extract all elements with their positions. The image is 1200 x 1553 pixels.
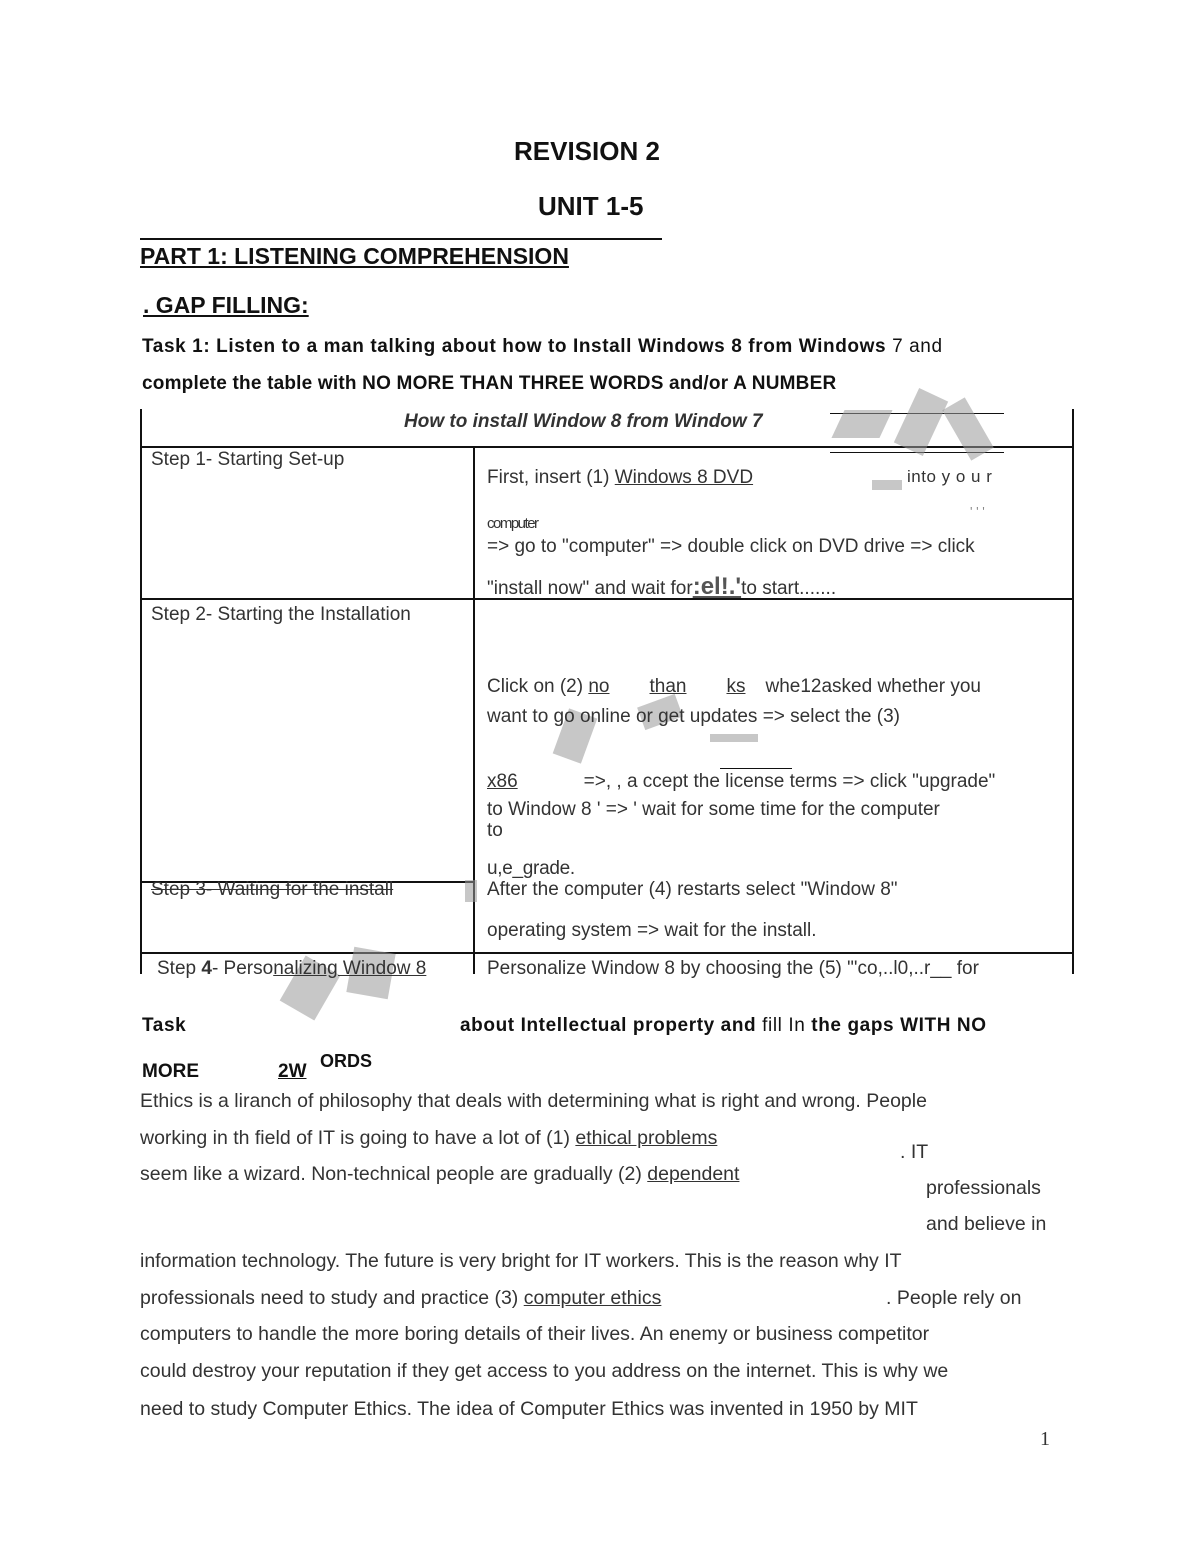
step4-label-pre: Step: [157, 958, 202, 979]
passage-line3-pre: seem like a wizard. Non-technical people are gradually (2): [140, 1163, 648, 1185]
heading-rule: [140, 238, 662, 240]
step4-number: 4: [201, 958, 212, 979]
passage-side-professionals: professionals: [926, 1177, 1041, 1199]
task1-instructions-line1: [142, 336, 943, 358]
task2-mid: fill In: [756, 1015, 812, 1036]
answer-3: x86: [487, 771, 518, 792]
passage-line6: computers to handle the more boring details of their lives. An enemy or business competitor: [140, 1323, 930, 1345]
part1-heading: PART 1: LISTENING COMPREHENSION: [140, 243, 569, 269]
step3-line2: operating system => wait for the install.: [487, 920, 817, 941]
table-caption: How to install Window 8 from Window 7: [404, 411, 763, 432]
passage-line1: Ethics is a liranch of philosophy that deals with determining what is right and wrong. People: [140, 1090, 927, 1112]
step2-line1-post: whe12asked whether you: [765, 676, 981, 697]
step2-line2: want to go online or get updates => select the (3): [487, 706, 900, 727]
step1-line3: => go to "computer" => double click on DVD drive => click: [487, 536, 975, 557]
document-title: REVISION 2: [514, 136, 660, 166]
step2-line5: to: [487, 820, 503, 841]
task2-bold1: about Intellectual property and: [460, 1015, 757, 1036]
passage-side-believe: and believe in: [926, 1213, 1047, 1235]
step3-line1: After the computer (4) restarts select "Window 8": [487, 879, 898, 900]
passage-line2: [140, 1127, 717, 1150]
answer-2a: no: [588, 676, 610, 697]
step4-label-mid: - Perso: [211, 958, 274, 979]
step1-line2: computer: [487, 515, 538, 532]
step2-line4: to Window 8 ' => ' wait for some time for the computer: [487, 799, 940, 820]
task2-more: MORE: [142, 1061, 199, 1082]
answer-2b: than: [649, 676, 687, 697]
passage-line5: [140, 1287, 661, 1310]
gap-filling-heading: . GAP FILLING:: [143, 292, 309, 318]
passage-answer-2: dependent: [647, 1163, 740, 1185]
passage-line5-pre: professionals need to study and practice (3): [140, 1287, 524, 1309]
step1-line1: [487, 467, 753, 489]
page-number: 1: [1040, 1428, 1050, 1450]
unit-heading: UNIT 1-5: [538, 191, 644, 221]
step1-garbled-mark: :el!.': [692, 573, 742, 600]
task2-ords: ORDS: [320, 1051, 373, 1071]
step4-text: Personalize Window 8 by choosing the (5) "'co,..l0,..r__ for: [487, 958, 979, 979]
passage-answer-3: computer ethics: [523, 1287, 662, 1309]
task2-instructions: [460, 1015, 987, 1037]
step1-line1-post: into y o u r: [907, 467, 993, 486]
task1-instructions-line2: complete the table with NO MORE THAN THREE WORDS and/or A NUMBER: [142, 373, 837, 394]
passage-side-it: . IT: [900, 1141, 929, 1163]
step1-marks: ' ' ': [970, 504, 985, 519]
step1-line4-post: to start.......: [741, 578, 837, 599]
step2-label: Step 2- Starting the Installation: [151, 604, 411, 625]
passage-line5-post: . People rely on: [886, 1287, 1022, 1309]
task1-bold-text: Task 1: Listen to a man talking about how to Install Windows 8 from Windows: [142, 336, 887, 357]
step2-line1: [487, 676, 981, 698]
step2-line6: u,e_grade.: [487, 858, 575, 879]
step1-line4-pre: "install now" and wait for: [487, 578, 693, 599]
task2-bold2: the gaps WITH NO: [811, 1015, 987, 1036]
step2-line3: [487, 771, 995, 793]
passage-line7: could destroy your reputation if they get access to you address on the internet. This is why we: [140, 1360, 949, 1382]
step2-line1-pre: Click on (2): [487, 676, 589, 697]
step2-line3-post: =>, , a ccept the license terms => click "upgrade": [583, 771, 996, 792]
step1-line1-pre: First, insert (1): [487, 467, 615, 488]
passage-line3: [140, 1163, 739, 1186]
passage-line4: information technology. The future is very bright for IT workers. This is the reason why IT: [140, 1250, 902, 1272]
passage-line8: need to study Computer Ethics. The idea of Computer Ethics was invented in 1950 by MIT: [140, 1398, 918, 1420]
passage-answer-1: ethical problems: [575, 1127, 718, 1149]
task2-word: Task: [142, 1015, 187, 1036]
task1-rest-text: 7 and: [886, 336, 943, 357]
step4-label: [157, 958, 426, 980]
step1-line4: [487, 573, 836, 601]
passage-line2-pre: working in th field of IT is going to have a lot of (1): [140, 1127, 576, 1149]
answer-2c: ks: [726, 676, 746, 697]
step1-label: Step 1- Starting Set-up: [151, 449, 345, 470]
step3-label: Step 3- Waiting for the install: [151, 879, 394, 900]
task2-2w: 2W: [278, 1061, 307, 1082]
step4-label-post: nalizing Window 8: [273, 958, 427, 979]
answer-1: Windows 8 DVD: [614, 467, 754, 488]
